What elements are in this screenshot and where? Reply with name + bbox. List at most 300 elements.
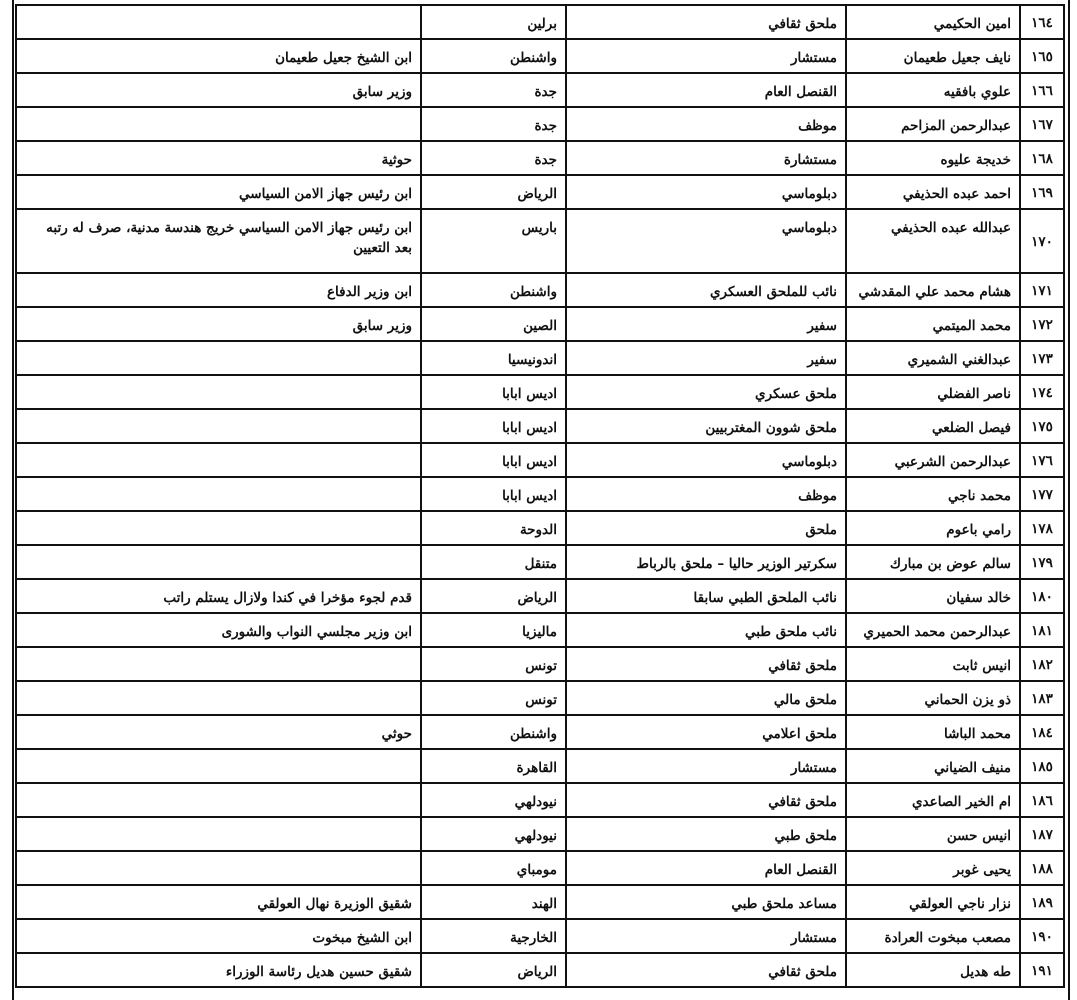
posting-location: اديس ابابا	[502, 386, 557, 402]
row-number: ١٨٩	[1031, 895, 1053, 911]
job-title: ملحق شوون المغتربيين	[705, 420, 837, 436]
table-row	[16, 5, 1064, 39]
job-title: سكرتير الوزير حاليا – ملحق بالرباط	[636, 556, 837, 572]
posting-location: واشنطن	[509, 50, 557, 66]
job-title-cell	[566, 817, 846, 851]
row-number-cell	[1020, 851, 1064, 885]
posting-location: الرياض	[517, 590, 557, 606]
job-title-cell	[566, 5, 846, 39]
person-name: عبدالغني الشميري	[907, 352, 1011, 368]
row-number-cell	[1020, 953, 1064, 987]
table-row	[16, 39, 1064, 73]
posting-location-cell	[421, 579, 566, 613]
job-title-cell	[566, 477, 846, 511]
table-row	[16, 613, 1064, 647]
posting-location-cell	[421, 749, 566, 783]
row-number-cell	[1020, 5, 1064, 39]
person-name: عبدالله عبده الحذيفي	[891, 220, 1011, 236]
posting-location-cell	[421, 477, 566, 511]
row-number-cell	[1020, 341, 1064, 375]
remarks: قدم لجوء مؤخرا في كندا ولازال يستلم راتب	[163, 590, 412, 606]
job-title: القنصل العام	[764, 84, 837, 100]
row-number-cell	[1020, 783, 1064, 817]
job-title-cell	[566, 175, 846, 209]
remarks	[25, 514, 412, 520]
table-row	[16, 851, 1064, 885]
person-name: خالد سفيان	[946, 590, 1011, 606]
row-number: ١٨٨	[1031, 861, 1053, 877]
job-title: ملحق ثقافي	[768, 794, 837, 810]
job-title: دبلوماسي	[781, 220, 837, 236]
row-number: ١٨٤	[1031, 725, 1053, 741]
person-name: عبدالرحمن المزاحم	[901, 118, 1011, 134]
person-name-cell	[846, 5, 1020, 39]
row-number-cell	[1020, 749, 1064, 783]
person-name: نايف جعيل طعيمان	[903, 50, 1011, 66]
table-row	[16, 885, 1064, 919]
person-name: علوي بافقيه	[943, 84, 1011, 100]
job-title: ملحق ثقافي	[768, 16, 837, 32]
row-number: ١٧٢	[1031, 317, 1053, 333]
remarks	[25, 786, 412, 792]
person-name-cell	[846, 175, 1020, 209]
remarks: ابن الشيخ جعيل طعيمان	[275, 50, 412, 66]
posting-location-cell	[421, 647, 566, 681]
person-name-cell	[846, 545, 1020, 579]
row-number: ١٧١	[1031, 283, 1053, 299]
remarks: شقيق الوزيرة نهال العولقي	[257, 896, 412, 912]
job-title: مستشار	[790, 50, 837, 66]
row-number-cell	[1020, 681, 1064, 715]
posting-location: الهند	[531, 896, 557, 912]
job-title-cell	[566, 341, 846, 375]
row-number-cell	[1020, 141, 1064, 175]
remarks	[25, 8, 412, 14]
table-row	[16, 681, 1064, 715]
posting-location-cell	[421, 511, 566, 545]
posting-location: الخارجية	[510, 930, 557, 946]
remarks-cell	[16, 749, 421, 783]
table-row	[16, 477, 1064, 511]
posting-location: الرياض	[517, 186, 557, 202]
person-name-cell	[846, 885, 1020, 919]
row-number: ١٧٩	[1031, 555, 1053, 571]
job-title: سفير	[807, 318, 837, 334]
job-title: ملحق ثقافي	[768, 964, 837, 980]
job-title: دبلوماسي	[781, 186, 837, 202]
remarks-cell	[16, 783, 421, 817]
job-title: نائب للملحق العسكري	[709, 284, 837, 300]
person-name: عبدالرحمن الشرعبي	[894, 454, 1011, 470]
posting-location: جدة	[534, 152, 557, 168]
job-title-cell	[566, 107, 846, 141]
job-title-cell	[566, 715, 846, 749]
remarks: حوثية	[381, 152, 412, 168]
table-row	[16, 817, 1064, 851]
posting-location: ماليزيا	[522, 624, 557, 640]
posting-location: واشنطن	[509, 284, 557, 300]
person-name-cell	[846, 443, 1020, 477]
remarks: وزير سابق	[352, 318, 412, 334]
row-number: ١٧٠	[1031, 234, 1053, 250]
table-row	[16, 175, 1064, 209]
posting-location-cell	[421, 919, 566, 953]
posting-location: اديس ابابا	[502, 420, 557, 436]
row-number: ١٧٣	[1031, 351, 1053, 367]
job-title-cell	[566, 443, 846, 477]
posting-location-cell	[421, 107, 566, 141]
posting-location-cell	[421, 443, 566, 477]
job-title-cell	[566, 613, 846, 647]
row-number: ١٨١	[1031, 623, 1053, 639]
job-title: مستشار	[790, 930, 837, 946]
person-name-cell	[846, 749, 1020, 783]
job-title-cell	[566, 141, 846, 175]
remarks-cell	[16, 885, 421, 919]
posting-location: اندونيسيا	[507, 352, 557, 368]
remarks-cell	[16, 545, 421, 579]
table-row	[16, 511, 1064, 545]
posting-location-cell	[421, 273, 566, 307]
remarks-cell	[16, 175, 421, 209]
remarks-cell	[16, 375, 421, 409]
person-name: منيف الضياني	[934, 760, 1011, 776]
posting-location-cell	[421, 783, 566, 817]
job-title: ملحق	[805, 522, 837, 538]
row-number-cell	[1020, 375, 1064, 409]
remarks-cell	[16, 579, 421, 613]
person-name: سالم عوض بن مبارك	[889, 556, 1011, 572]
row-number: ١٩١	[1031, 963, 1053, 979]
job-title-cell	[566, 885, 846, 919]
row-number-cell	[1020, 273, 1064, 307]
posting-location: مومباي	[516, 862, 557, 878]
table-row	[16, 919, 1064, 953]
job-title-cell	[566, 409, 846, 443]
person-name: محمد الباشا	[943, 726, 1011, 742]
job-title-cell	[566, 919, 846, 953]
person-name: طه هديل	[960, 964, 1011, 980]
remarks-cell	[16, 73, 421, 107]
remarks	[25, 412, 412, 418]
person-name-cell	[846, 647, 1020, 681]
remarks-cell	[16, 817, 421, 851]
posting-location: متنقل	[524, 556, 557, 572]
remarks	[25, 480, 412, 486]
person-name-cell	[846, 341, 1020, 375]
person-name-cell	[846, 209, 1020, 273]
table-row	[16, 749, 1064, 783]
row-number: ١٧٤	[1031, 385, 1053, 401]
person-name: عبدالرحمن محمد الحميري	[863, 624, 1011, 640]
remarks: شقيق حسين هديل رئاسة الوزراء	[225, 964, 412, 980]
remarks: ابن رئيس جهاز الامن السياسي	[239, 186, 412, 202]
row-number: ١٧٥	[1031, 419, 1053, 435]
row-number-cell	[1020, 409, 1064, 443]
job-title-cell	[566, 749, 846, 783]
job-title: ملحق طبي	[774, 828, 837, 844]
posting-location-cell	[421, 545, 566, 579]
remarks-cell	[16, 851, 421, 885]
posting-location-cell	[421, 307, 566, 341]
person-name: خديجة عليوه	[940, 152, 1011, 168]
job-title: ملحق عسكري	[755, 386, 837, 402]
person-name-cell	[846, 39, 1020, 73]
job-title: دبلوماسي	[781, 454, 837, 470]
remarks-cell	[16, 919, 421, 953]
job-title-cell	[566, 209, 846, 273]
person-name-cell	[846, 375, 1020, 409]
job-title: نائب الملحق الطبي سابقا	[693, 590, 837, 606]
job-title-cell	[566, 39, 846, 73]
table-row	[16, 545, 1064, 579]
posting-location: القاهرة	[516, 760, 557, 776]
row-number-cell	[1020, 307, 1064, 341]
remarks-cell	[16, 307, 421, 341]
row-number: ١٦٥	[1031, 49, 1053, 65]
remarks-cell	[16, 647, 421, 681]
table-row	[16, 579, 1064, 613]
row-number: ١٦٦	[1031, 83, 1053, 99]
posting-location-cell	[421, 375, 566, 409]
job-title-cell	[566, 511, 846, 545]
row-number: ١٦٤	[1031, 15, 1053, 31]
remarks: وزير سابق	[352, 84, 412, 100]
remarks-cell	[16, 209, 421, 273]
job-title: مستشارة	[783, 152, 837, 168]
person-name-cell	[846, 715, 1020, 749]
row-number-cell	[1020, 39, 1064, 73]
remarks	[25, 110, 412, 116]
table-row	[16, 73, 1064, 107]
posting-location: جدة	[534, 84, 557, 100]
job-title-cell	[566, 545, 846, 579]
job-title-cell	[566, 681, 846, 715]
person-name: انيس حسن	[946, 828, 1011, 844]
remarks-cell	[16, 5, 421, 39]
remarks	[25, 854, 412, 860]
remarks-cell	[16, 39, 421, 73]
remarks	[25, 548, 412, 554]
table-row	[16, 715, 1064, 749]
table-row	[16, 141, 1064, 175]
remarks-cell	[16, 953, 421, 987]
job-title: مساعد ملحق طبي	[731, 896, 837, 912]
table-row	[16, 341, 1064, 375]
appointments-table	[15, 4, 1065, 988]
table-row	[16, 783, 1064, 817]
job-title: ملحق اعلامي	[762, 726, 837, 742]
person-name-cell	[846, 579, 1020, 613]
person-name: يحيى غوبر	[953, 862, 1011, 878]
row-number: ١٧٨	[1031, 521, 1053, 537]
person-name: احمد عبده الحذيفي	[902, 186, 1011, 202]
remarks: ابن وزير مجلسي النواب والشورى	[221, 624, 412, 640]
remarks-cell	[16, 681, 421, 715]
row-number: ١٧٦	[1031, 453, 1053, 469]
remarks-cell	[16, 511, 421, 545]
posting-location-cell	[421, 953, 566, 987]
person-name-cell	[846, 953, 1020, 987]
remarks	[25, 446, 412, 452]
remarks	[25, 650, 412, 656]
posting-location: الصين	[523, 318, 557, 334]
person-name-cell	[846, 681, 1020, 715]
row-number-cell	[1020, 647, 1064, 681]
posting-location: واشنطن	[509, 726, 557, 742]
row-number-cell	[1020, 73, 1064, 107]
posting-location: تونس	[525, 658, 557, 674]
job-title: نائب ملحق طبي	[744, 624, 837, 640]
row-number-cell	[1020, 579, 1064, 613]
remarks	[25, 344, 412, 350]
posting-location: برلين	[527, 16, 557, 32]
table-row	[16, 375, 1064, 409]
posting-location: الرياض	[517, 964, 557, 980]
table-row	[16, 409, 1064, 443]
person-name: محمد ناجي	[947, 488, 1011, 504]
posting-location-cell	[421, 141, 566, 175]
person-name: هشام محمد علي المقدشي	[858, 284, 1011, 300]
remarks	[25, 820, 412, 826]
row-number-cell	[1020, 885, 1064, 919]
row-number-cell	[1020, 613, 1064, 647]
remarks	[25, 378, 412, 384]
posting-location: نيودلهي	[514, 794, 557, 810]
posting-location: باريس	[521, 220, 557, 236]
remarks: ابن وزير الدفاع	[326, 284, 412, 300]
job-title-cell	[566, 647, 846, 681]
person-name-cell	[846, 783, 1020, 817]
person-name: نزار ناجي العولقي	[909, 896, 1011, 912]
person-name-cell	[846, 613, 1020, 647]
remarks-cell	[16, 477, 421, 511]
posting-location-cell	[421, 409, 566, 443]
person-name: انيس ثابت	[952, 658, 1011, 674]
posting-location-cell	[421, 5, 566, 39]
person-name-cell	[846, 511, 1020, 545]
row-number-cell	[1020, 443, 1064, 477]
remarks-cell	[16, 613, 421, 647]
job-title-cell	[566, 783, 846, 817]
posting-location-cell	[421, 73, 566, 107]
posting-location: جدة	[534, 118, 557, 134]
person-name: محمد الميتمي	[932, 318, 1011, 334]
row-number-cell	[1020, 545, 1064, 579]
person-name-cell	[846, 851, 1020, 885]
remarks-cell	[16, 715, 421, 749]
job-title-cell	[566, 851, 846, 885]
row-number-cell	[1020, 919, 1064, 953]
person-name: امين الحكيمي	[933, 16, 1011, 32]
job-title-cell	[566, 375, 846, 409]
job-title-cell	[566, 953, 846, 987]
table-row	[16, 307, 1064, 341]
remarks: ابن رئيس جهاز الامن السياسي خريج هندسة مدنية، صرف له رتبه بعد التعيين	[46, 220, 412, 256]
person-name: ذو يزن الحماني	[924, 692, 1011, 708]
posting-location: تونس	[525, 692, 557, 708]
row-number: ١٦٩	[1031, 185, 1053, 201]
table-body	[16, 5, 1064, 987]
posting-location-cell	[421, 341, 566, 375]
posting-location-cell	[421, 817, 566, 851]
person-name-cell	[846, 107, 1020, 141]
remarks: حوثي	[381, 726, 412, 742]
row-number: ١٨٥	[1031, 759, 1053, 775]
person-name-cell	[846, 817, 1020, 851]
posting-location: اديس ابابا	[502, 454, 557, 470]
job-title: ملحق مالي	[773, 692, 837, 708]
row-number-cell	[1020, 477, 1064, 511]
row-number: ١٦٨	[1031, 151, 1053, 167]
posting-location-cell	[421, 851, 566, 885]
person-name-cell	[846, 477, 1020, 511]
person-name-cell	[846, 273, 1020, 307]
job-title: سفير	[807, 352, 837, 368]
table-row	[16, 443, 1064, 477]
row-number-cell	[1020, 107, 1064, 141]
posting-location-cell	[421, 681, 566, 715]
posting-location-cell	[421, 715, 566, 749]
table-row	[16, 273, 1064, 307]
posting-location: اديس ابابا	[502, 488, 557, 504]
remarks: ابن الشيخ مبخوت	[312, 930, 412, 946]
posting-location-cell	[421, 175, 566, 209]
person-name: ام الخير الصاعدي	[911, 794, 1011, 810]
person-name: ناصر الفضلي	[937, 386, 1011, 402]
row-number: ١٨٣	[1031, 691, 1053, 707]
job-title: موظف	[798, 118, 837, 134]
job-title-cell	[566, 273, 846, 307]
row-number: ١٨٠	[1031, 589, 1053, 605]
table-row	[16, 647, 1064, 681]
remarks-cell	[16, 409, 421, 443]
job-title-cell	[566, 579, 846, 613]
row-number: ١٨٦	[1031, 793, 1053, 809]
remarks	[25, 752, 412, 758]
job-title: ملحق ثقافي	[768, 658, 837, 674]
remarks-cell	[16, 443, 421, 477]
job-title: موظف	[798, 488, 837, 504]
person-name-cell	[846, 919, 1020, 953]
table-row	[16, 107, 1064, 141]
posting-location-cell	[421, 613, 566, 647]
row-number-cell	[1020, 175, 1064, 209]
row-number: ١٦٧	[1031, 117, 1053, 133]
job-title-cell	[566, 307, 846, 341]
remarks-cell	[16, 341, 421, 375]
posting-location: الدوحة	[519, 522, 557, 538]
person-name-cell	[846, 141, 1020, 175]
row-number: ١٧٧	[1031, 487, 1053, 503]
row-number-cell	[1020, 511, 1064, 545]
person-name-cell	[846, 307, 1020, 341]
person-name: فيصل الضلعي	[932, 420, 1011, 436]
row-number: ١٩٠	[1031, 929, 1053, 945]
remarks-cell	[16, 273, 421, 307]
posting-location-cell	[421, 39, 566, 73]
person-name: مصعب مبخوت العرادة	[884, 930, 1011, 946]
job-title: مستشار	[790, 760, 837, 776]
person-name: رامي باعوم	[946, 522, 1011, 538]
job-title-cell	[566, 73, 846, 107]
table-row	[16, 953, 1064, 987]
person-name-cell	[846, 409, 1020, 443]
row-number: ١٨٧	[1031, 827, 1053, 843]
row-number-cell	[1020, 817, 1064, 851]
row-number: ١٨٢	[1031, 657, 1053, 673]
posting-location-cell	[421, 885, 566, 919]
